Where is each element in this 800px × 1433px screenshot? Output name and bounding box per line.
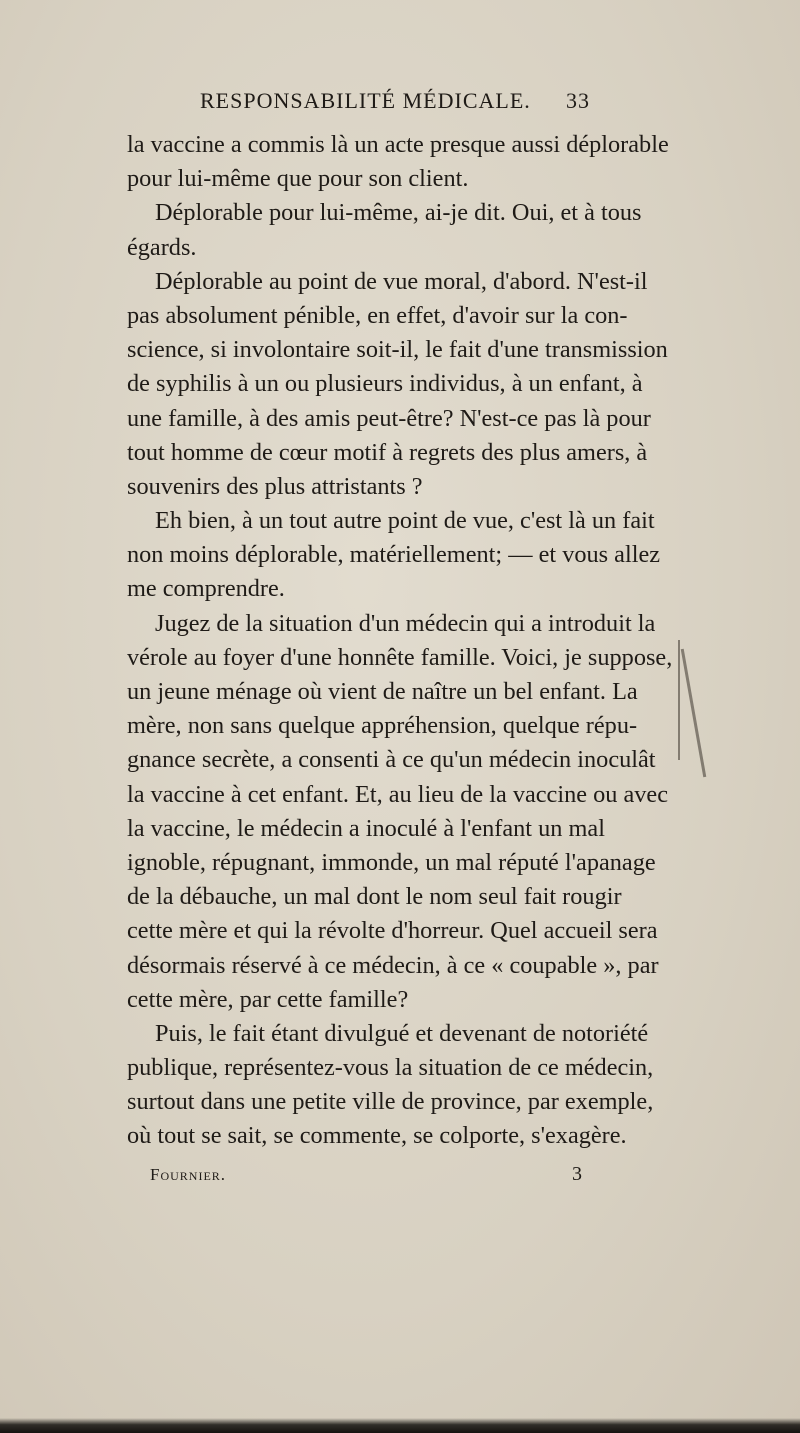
text-line: un jeune ménage où vient de naître un bel enfant. La [127,678,638,705]
text-line: Déplorable pour lui-même, ai-je dit. Oui, et à tous [155,199,642,227]
text-line: vérole au foyer d'une honnête famille. Voici, je suppose, [127,643,673,671]
text-line: pas absolument pénible, en effet, d'avoir sur la con- [127,301,628,329]
text-line: Eh bien, à un tout autre point de vue, c'est là un fait [155,507,655,535]
text-line: la vaccine à cet enfant. Et, au lieu de la vaccine ou avec [127,780,668,808]
text-line: tout homme de cœur motif à regrets des plus amers, à [127,438,648,466]
text-line: pour lui-même que pour son client. [127,165,469,193]
margin-mark [681,649,707,778]
text-line: Puis, le fait étant divulgué et devenant de notoriété [155,1019,649,1047]
running-title: RESPONSABILITÉ MÉDICALE. [200,88,531,113]
body-text [127,128,673,1154]
text-line: souvenirs des plus attristants ? [127,472,423,500]
text-line: me comprendre. [127,575,285,603]
text-line: gnance secrète, a consenti à ce qu'un médecin inoculât [127,746,656,774]
text-line: surtout dans une petite ville de province, par exemple, [127,1088,654,1116]
text-line: cette mère et qui la révolte d'horreur. Quel accueil sera [127,917,658,945]
text-line: une famille, à des amis peut-être? N'est-ce pas là pour [127,404,651,432]
margin-mark [678,640,680,760]
page-number: 33 [566,88,590,113]
printer-signature: Fournier. [150,1165,227,1184]
text-line: science, si involontaire soit-il, le fait d'une transmission [127,336,668,364]
text-line: la vaccine, le médecin a inoculé à l'enfant un mal [127,814,605,842]
text-line: cette mère, par cette famille? [127,985,409,1013]
text-line: de syphilis à un ou plusieurs individus, à un enfant, à [127,370,643,398]
text-line: égards. [127,233,197,261]
text-line: où tout se sait, se commente, se colporte, s'exagère. [127,1122,627,1150]
text-line: Jugez de la situation d'un médecin qui a introduit la [155,609,656,637]
text-line: non moins déplorable, matériellement; — et vous allez [127,541,661,569]
text-line: mère, non sans quelque appréhension, quelque répu- [127,712,638,740]
signature-number: 3 [572,1163,582,1185]
text-line: désormais réservé à ce médecin, à ce « coupable », par [127,951,659,979]
text-line: publique, représentez-vous la situation de ce médecin, [127,1054,654,1082]
text-line: de la débauche, un mal dont le nom seul fait rougir [127,883,622,911]
text-line: ignoble, répugnant, immonde, un mal réputé l'apanage [127,848,656,876]
page-header [0,88,800,118]
page-edge-shadow [0,1418,800,1433]
text-line: la vaccine a commis là un acte presque aussi déplorable [127,131,669,158]
page-footer [0,1165,800,1195]
text-line: Déplorable au point de vue moral, d'abord. N'est-il [155,267,648,295]
